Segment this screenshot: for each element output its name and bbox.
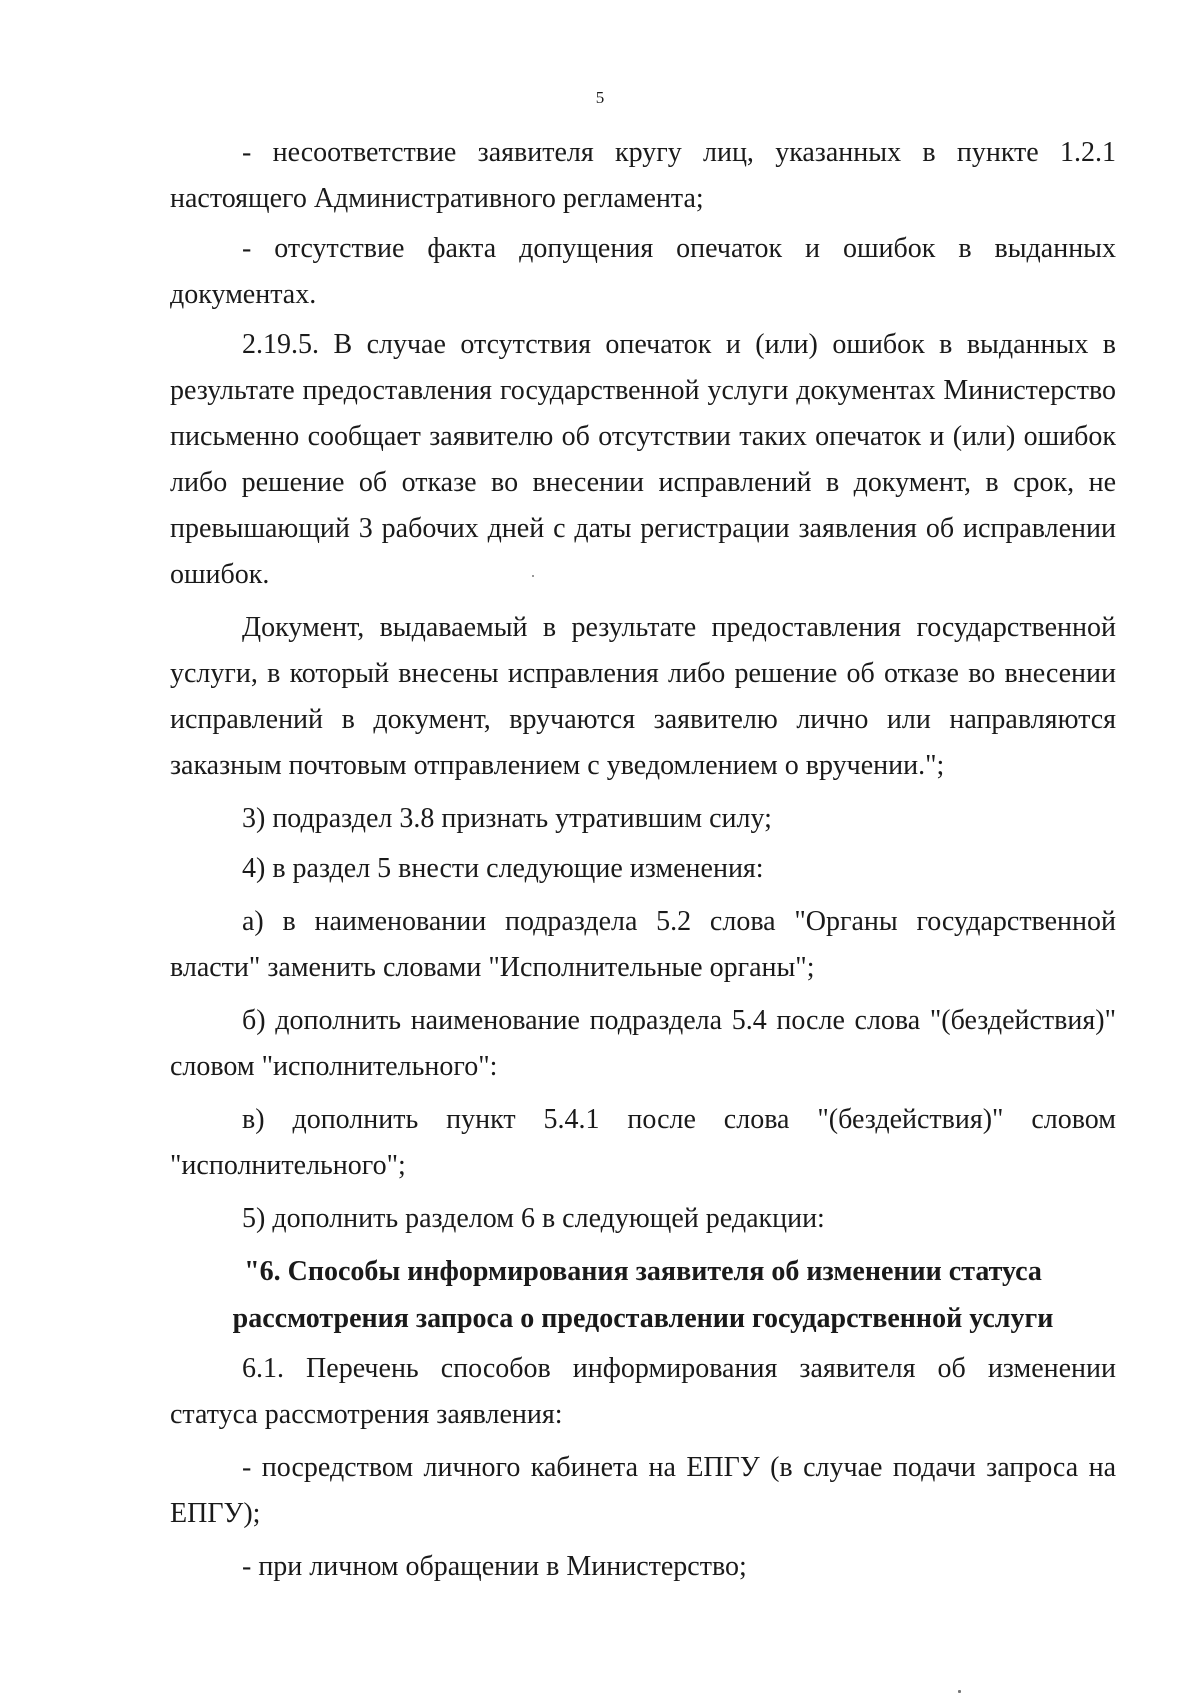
- document-body: [170, 130, 1116, 1590]
- paragraph-6-1: 6.1. Перечень способов информирования заявителя об изменении статуса рассмотрения заявления:: [170, 1353, 1116, 1430]
- paragraph-method-personal-visit: - при личном обращении в Министерство;: [242, 1551, 747, 1582]
- paragraph-item-3: 3) подраздел 3.8 признать утратившим силу;: [242, 803, 772, 834]
- page-number: 5: [595, 88, 605, 107]
- section-6-heading-line-2: рассмотрения запроса о предоставлении государственной услуги: [232, 1303, 1054, 1334]
- paragraph-criterion-no-typos: - отсутствие факта допущения опечаток и ошибок в выданных документах.: [170, 233, 1116, 310]
- paragraph-method-epgu: - посредством личного кабинета на ЕПГУ (в случае подачи запроса на ЕПГУ);: [170, 1452, 1116, 1529]
- scan-speck: [958, 1690, 961, 1693]
- scan-speck: [532, 575, 534, 577]
- paragraph-item-4v: в) дополнить пункт 5.4.1 после слова "(бездействия)" словом "исполнительного";: [170, 1104, 1116, 1181]
- paragraph-item-5: 5) дополнить разделом 6 в следующей редакции:: [242, 1203, 825, 1234]
- paragraph-item-4a: а) в наименовании подраздела 5.2 слова "Органы государственной власти" заменить словами "Исполнительные органы";: [170, 906, 1116, 983]
- paragraph-document-delivery: Документ, выдаваемый в результате предоставления государственной услуги, в который внесены исправления либо решение об отказе во внесении исправлений в документ, вручаются заявителю лично или направляются заказным почтовым отправлением с уведомлением о вручении.";: [170, 612, 1116, 781]
- paragraph-criterion-circle-of-persons: - несоответствие заявителя кругу лиц, указанных в пункте 1.2.1 настоящего Административного регламента;: [170, 137, 1116, 214]
- paragraph-2-19-5: 2.19.5. В случае отсутствия опечаток и (или) ошибок в выданных в результате предоставления государственной услуги документах Министерство письменно сообщает заявителю об отсутствии таких опечаток и (или) ошибок либо решение об отказе во внесении исправлений в документ, в срок, не превышающий 3 рабочих дней с даты регистрации заявления об исправлении ошибок.: [170, 329, 1116, 590]
- section-6-heading-line-1: "6. Способы информирования заявителя об изменении статуса: [244, 1256, 1042, 1287]
- section-6-heading: [170, 1248, 1116, 1342]
- paragraph-item-4: 4) в раздел 5 внести следующие изменения:: [242, 853, 764, 884]
- paragraph-item-4b: б) дополнить наименование подраздела 5.4 после слова "(бездействия)" словом "исполнительного":: [170, 1005, 1116, 1082]
